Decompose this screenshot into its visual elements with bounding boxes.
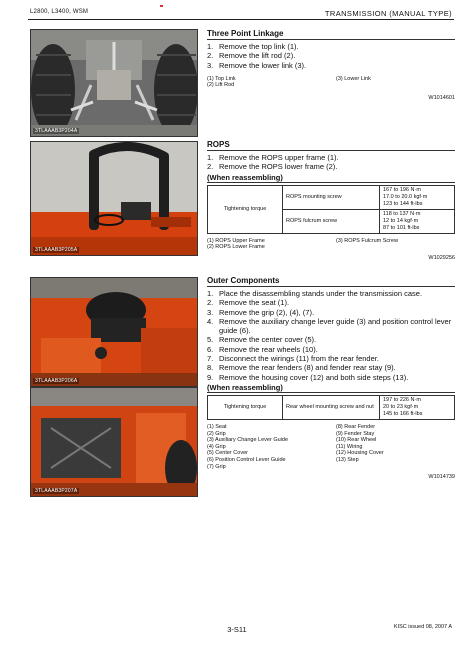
screw-name: ROPS mounting screw <box>283 185 380 209</box>
legend-item: (3) Auxiliary Change Lever Guide <box>207 437 289 444</box>
table-row <box>208 185 455 209</box>
section-title: Three Point Linkage <box>207 29 455 40</box>
page-number: 3-S11 <box>227 625 247 634</box>
photo-rear-fender <box>30 387 198 497</box>
header-divider <box>28 19 454 20</box>
step-item: 2. Remove the lift rod (2). <box>207 51 296 61</box>
legend-item: (10) Rear Wheel <box>336 437 377 444</box>
step-item: 5. Remove the center cover (5). <box>207 335 317 345</box>
photo-caption: 3TLAAAB3P205A <box>35 247 78 253</box>
step-item: 6. Remove the rear wheels (10). <box>207 344 318 354</box>
step-list <box>207 289 455 382</box>
step-item: 1. Place the disassembling stands under the transmission case. <box>207 289 423 298</box>
parts-legend <box>207 424 455 470</box>
legend-item <box>336 82 455 89</box>
legend-item: (13) Step <box>336 456 359 463</box>
legend-item <box>336 464 455 471</box>
parts-legend <box>207 238 455 251</box>
step-item: 3. Remove the lower link (3). <box>207 60 307 70</box>
legend-item: (9) Fender Stay <box>336 430 375 437</box>
torque-table <box>207 185 455 234</box>
legend-item: (8) Rear Fender <box>336 423 376 430</box>
legend-item: (3) Lower Link <box>336 75 371 82</box>
table-row <box>208 395 455 419</box>
legend-item: (2) Grip <box>207 430 226 437</box>
photo-outer-components <box>30 277 198 387</box>
photo-three-point-linkage <box>30 29 198 137</box>
legend-item: (1) Seat <box>207 423 227 430</box>
legend-item: (11) Wiring <box>336 443 363 450</box>
step-item: 2. Remove the ROPS lower frame (2). <box>207 162 338 172</box>
issue-note: KISC issued 08, 2007 A <box>393 624 452 630</box>
header-model: L2800, L3400, WSM <box>30 9 89 15</box>
legend-item: (12) Housing Cover <box>336 450 384 457</box>
step-item: 2. Remove the seat (1). <box>207 298 290 308</box>
legend-item: (1) ROPS Upper Frame <box>207 237 265 244</box>
reference-code: W1014601 <box>428 95 455 102</box>
legend-item: (5) Center Cover <box>207 450 248 457</box>
legend-item: (1) Top Link <box>207 75 236 82</box>
photo-rops <box>30 141 198 256</box>
step-list <box>207 42 455 70</box>
section-rops <box>207 140 455 261</box>
header-mark <box>160 5 163 7</box>
torque-label: Tightening torque <box>208 185 283 233</box>
step-item: 9. Remove the housing cover (12) and both side steps (13). <box>207 372 409 382</box>
legend-item <box>336 244 455 251</box>
legend-item: (4) Grip <box>207 443 226 450</box>
photo-caption: 3TLAAAB3P204A <box>35 128 78 134</box>
step-item: 1. Remove the ROPS upper frame (1). <box>207 153 339 162</box>
reassembling-heading: (When reassembling) <box>207 173 455 183</box>
torque-table <box>207 395 455 420</box>
step-item: 8. Remove the rear fenders (8) and fender rear stay (9). <box>207 363 396 373</box>
section-title: ROPS <box>207 140 455 151</box>
torque-label: Tightening torque <box>208 395 283 419</box>
step-item: 4. Remove the auxiliary change lever guide (3) and position control lever guide (6). <box>207 316 452 336</box>
legend-item: (2) ROPS Lower Frame <box>207 244 265 251</box>
section-three-point-linkage <box>207 29 455 101</box>
legend-item: (3) ROPS Fulcrum Screw <box>336 237 399 244</box>
section-title: Outer Components <box>207 276 455 287</box>
torque-values: 167 to 196 N·m 17.0 to 20.0 kgf·m 123 to 144 ft-lbs <box>380 185 455 209</box>
reference-code: W1029256 <box>428 254 455 261</box>
photo-caption: 3TLAAAB3P206A <box>35 378 78 384</box>
header-section-title: TRANSMISSION (MANUAL TYPE) <box>324 9 452 18</box>
step-item: 3. Remove the grip (2), (4), (7). <box>207 307 315 317</box>
reference-code: W1014739 <box>428 474 455 481</box>
torque-values: 118 to 137 N·m 12 to 14 kgf·m 87 to 101 ft-lbs <box>380 209 455 233</box>
screw-name: ROPS fulcrum screw <box>283 209 380 233</box>
parts-legend <box>207 76 455 89</box>
screw-name: Rear wheel mounting screw and nut <box>283 395 380 419</box>
photo-caption: 3TLAAAB3P207A <box>35 488 78 494</box>
step-list <box>207 153 455 172</box>
step-item: 7. Disconnect the wirings (11) from the rear fender. <box>207 354 379 364</box>
section-outer-components <box>207 276 455 480</box>
legend-item: (6) Position Control Lever Guide <box>207 456 286 463</box>
legend-item: (2) Lift Rod <box>207 82 235 89</box>
step-item: 1. Remove the top link (1). <box>207 42 299 51</box>
legend-item: (7) Grip <box>207 463 226 470</box>
torque-values: 197 to 226 N·m 20 to 23 kgf·m 145 to 166 ft-lbs <box>380 395 455 419</box>
reassembling-heading: (When reassembling) <box>207 383 455 393</box>
